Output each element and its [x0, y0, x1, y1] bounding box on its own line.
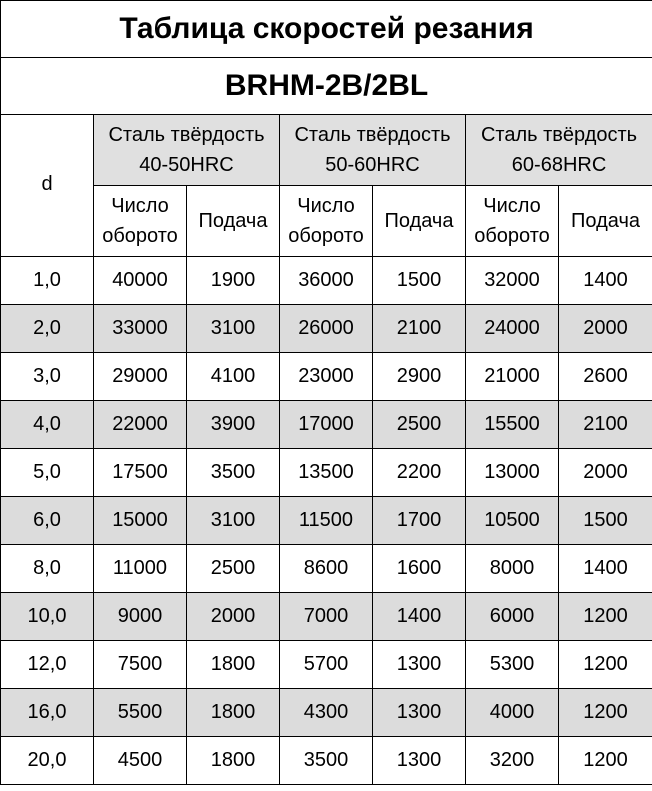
feed-cell: 3100: [187, 497, 280, 545]
feed-cell: 1200: [559, 593, 652, 641]
rpm-cell: 36000: [280, 257, 373, 305]
diameter-cell: 8,0: [1, 545, 94, 593]
rpm-cell: 15000: [94, 497, 187, 545]
diameter-cell: 10,0: [1, 593, 94, 641]
rpm-header: Число оборото: [94, 186, 187, 257]
feed-cell: 1300: [373, 737, 466, 785]
diameter-cell: 1,0: [1, 257, 94, 305]
rpm-cell: 5500: [94, 689, 187, 737]
group-header-40-50hrc: Сталь твёрдость 40-50HRC: [94, 115, 280, 186]
feed-cell: 1800: [187, 689, 280, 737]
table-row: [1, 689, 652, 737]
table-row: [1, 305, 652, 353]
feed-header: Подача: [373, 186, 466, 257]
table-row: [1, 545, 652, 593]
feed-cell: 2100: [373, 305, 466, 353]
group-header-50-60hrc: Сталь твёрдость 50-60HRC: [280, 115, 466, 186]
rpm-cell: 4000: [466, 689, 559, 737]
rpm-cell: 15500: [466, 401, 559, 449]
feed-cell: 2000: [559, 305, 652, 353]
rpm-cell: 24000: [466, 305, 559, 353]
rpm-cell: 9000: [94, 593, 187, 641]
feed-cell: 1400: [373, 593, 466, 641]
feed-cell: 2200: [373, 449, 466, 497]
rpm-cell: 17500: [94, 449, 187, 497]
diameter-cell: 16,0: [1, 689, 94, 737]
rpm-cell: 32000: [466, 257, 559, 305]
rpm-header: Число оборото: [280, 186, 373, 257]
rpm-cell: 26000: [280, 305, 373, 353]
feed-cell: 3500: [187, 449, 280, 497]
diameter-cell: 5,0: [1, 449, 94, 497]
feed-cell: 1200: [559, 641, 652, 689]
diameter-cell: 4,0: [1, 401, 94, 449]
feed-cell: 1700: [373, 497, 466, 545]
table-title: Таблица скоростей резания: [1, 1, 652, 58]
rpm-header: Число оборото: [466, 186, 559, 257]
diameter-cell: 6,0: [1, 497, 94, 545]
feed-cell: 2500: [187, 545, 280, 593]
diameter-header: d: [1, 115, 94, 257]
rpm-cell: 13000: [466, 449, 559, 497]
rpm-cell: 11000: [94, 545, 187, 593]
rpm-cell: 6000: [466, 593, 559, 641]
group-header-60-68hrc: Сталь твёрдость 60-68HRC: [466, 115, 652, 186]
rpm-cell: 21000: [466, 353, 559, 401]
table-row: [1, 257, 652, 305]
rpm-cell: 10500: [466, 497, 559, 545]
feed-cell: 3100: [187, 305, 280, 353]
feed-cell: 1500: [559, 497, 652, 545]
feed-cell: 1300: [373, 641, 466, 689]
rpm-cell: 23000: [280, 353, 373, 401]
feed-cell: 1800: [187, 737, 280, 785]
table-row: [1, 641, 652, 689]
feed-cell: 2100: [559, 401, 652, 449]
feed-header: Подача: [187, 186, 280, 257]
diameter-cell: 12,0: [1, 641, 94, 689]
feed-cell: 2000: [187, 593, 280, 641]
rpm-cell: 8600: [280, 545, 373, 593]
table-row: [1, 353, 652, 401]
feed-cell: 1900: [187, 257, 280, 305]
table-row: [1, 737, 652, 785]
table-row: [1, 449, 652, 497]
feed-cell: 2000: [559, 449, 652, 497]
rpm-cell: 5300: [466, 641, 559, 689]
rpm-cell: 17000: [280, 401, 373, 449]
rpm-cell: 3500: [280, 737, 373, 785]
feed-cell: 2600: [559, 353, 652, 401]
feed-cell: 2900: [373, 353, 466, 401]
feed-cell: 2500: [373, 401, 466, 449]
feed-cell: 1300: [373, 689, 466, 737]
feed-cell: 1800: [187, 641, 280, 689]
feed-cell: 1400: [559, 545, 652, 593]
table-row: [1, 401, 652, 449]
rpm-cell: 5700: [280, 641, 373, 689]
rpm-cell: 11500: [280, 497, 373, 545]
feed-cell: 3900: [187, 401, 280, 449]
feed-cell: 1500: [373, 257, 466, 305]
diameter-cell: 3,0: [1, 353, 94, 401]
rpm-cell: 8000: [466, 545, 559, 593]
table-row: [1, 593, 652, 641]
feed-cell: 1600: [373, 545, 466, 593]
table-row: [1, 497, 652, 545]
feed-cell: 1200: [559, 737, 652, 785]
rpm-cell: 29000: [94, 353, 187, 401]
rpm-cell: 13500: [280, 449, 373, 497]
feed-cell: 4100: [187, 353, 280, 401]
rpm-cell: 3200: [466, 737, 559, 785]
feed-cell: 1400: [559, 257, 652, 305]
rpm-cell: 4500: [94, 737, 187, 785]
model-title: BRHM-2B/2BL: [1, 58, 652, 115]
diameter-cell: 20,0: [1, 737, 94, 785]
diameter-cell: 2,0: [1, 305, 94, 353]
rpm-cell: 4300: [280, 689, 373, 737]
rpm-cell: 7500: [94, 641, 187, 689]
rpm-cell: 33000: [94, 305, 187, 353]
rpm-cell: 7000: [280, 593, 373, 641]
feed-header: Подача: [559, 186, 652, 257]
rpm-cell: 22000: [94, 401, 187, 449]
rpm-cell: 40000: [94, 257, 187, 305]
feed-cell: 1200: [559, 689, 652, 737]
